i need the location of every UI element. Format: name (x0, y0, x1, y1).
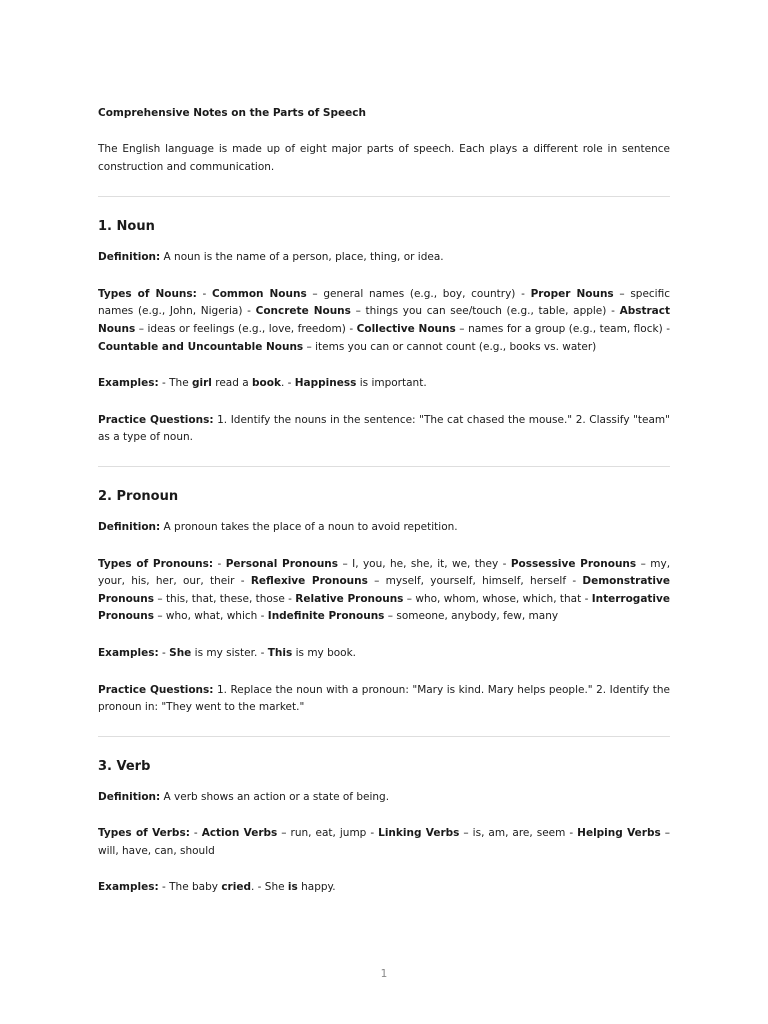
document-title: Comprehensive Notes on the Parts of Speech (98, 107, 366, 119)
page-number: 1 (380, 968, 388, 980)
definition-text: A pronoun takes the place of a noun to avoid repetition. (160, 520, 458, 533)
practice-paragraph (98, 412, 670, 447)
type-name: Helping Verbs (577, 827, 661, 840)
examples-paragraph: Examples: - The baby cried. - She is happy. (98, 881, 336, 894)
types-label: Types of Nouns: (98, 287, 197, 300)
practice-text: 1. Identify the nouns in the sentence: "The cat chased the mouse." 2. Classify "team" as a type of noun. (98, 413, 670, 444)
examples-paragraph: Examples: - She is my sister. - This is my book. (98, 646, 357, 659)
type-description: – names for a group (e.g., team, flock) (455, 322, 663, 335)
type-description: – things you can see/touch (e.g., table, apple) (350, 305, 607, 318)
types-paragraph: Types of Nouns: - Common Nouns – general names (e.g., boy, country) - Proper Nouns – specific names (e.g., John, Nigeria) - Concrete Nouns – things you can see/touch (e.g., table, apple) - Abstract Nouns – ideas or feelings (e.g., love, freedom) - Collective Nouns – names for a group (e.g., team, flock) - Countable and Uncountable Nouns – items you can or cannot count (e.g., books vs. water) (98, 287, 670, 353)
type-name: Countable and Uncountable Nouns (98, 340, 304, 353)
type-name: Possessive Pronouns (510, 557, 637, 570)
example-text: She (264, 881, 288, 894)
definition-text: A noun is the name of a person, place, thing, or idea. (160, 251, 444, 264)
type-name: Indefinite Pronouns (267, 610, 385, 623)
types-label: Types of Verbs: (98, 827, 190, 840)
type-description: – items you can or cannot count (e.g., books vs. water) (303, 340, 597, 353)
practice-label: Practice Questions: (98, 413, 214, 426)
example-text: is my sister. (191, 646, 258, 659)
type-description: – who, what, which (153, 610, 258, 623)
example-keyword: girl (192, 377, 212, 390)
type-description: – I, you, he, she, it, we, they (338, 557, 499, 570)
example-keyword: This (267, 646, 293, 659)
definition-label: Definition: (98, 520, 161, 533)
types-label: Types of Pronouns: (98, 557, 214, 570)
type-description: – who, whom, whose, which, that (403, 592, 582, 605)
example-keyword: is (287, 881, 298, 894)
example-text: The (169, 377, 193, 390)
definition-label: Definition: (98, 251, 161, 264)
practice-text: 1. Replace the noun with a pronoun: "Mary is kind. Mary helps people." 2. Identify the pronoun in: "They went to the market." (98, 683, 670, 714)
definition-paragraph (98, 789, 670, 807)
example-text: is my book. (292, 646, 357, 659)
type-name: Common Nouns (212, 287, 307, 300)
example-text: is important. (356, 377, 427, 390)
example-keyword: cried (221, 881, 251, 894)
type-name: Demonstrative Pronouns (98, 575, 670, 605)
type-description: – specific names (e.g., John, Nigeria) (98, 287, 670, 318)
practice-paragraph (98, 682, 670, 717)
type-description: – my, your, his, her, our, their (98, 557, 671, 588)
example-text: . (250, 881, 255, 894)
type-name: Personal Pronouns (225, 557, 339, 570)
section-heading: 1. Noun (98, 219, 155, 235)
section-divider (98, 466, 670, 467)
practice-label: Practice Questions: (98, 683, 214, 696)
type-name: Interrogative Pronouns (98, 592, 670, 623)
example-keyword: Happiness (294, 377, 357, 390)
intro-paragraph: The English language is made up of eight major parts of speech. Each plays a different role in sentence construction and communication. (98, 143, 670, 173)
definition-label: Definition: (98, 790, 161, 803)
document-page (98, 104, 670, 916)
section-divider (98, 736, 670, 737)
examples-paragraph: Examples: - The girl read a book. - Happiness is important. (98, 377, 427, 390)
types-paragraph: Types of Pronouns: - Personal Pronouns – I, you, he, she, it, we, they - Possessive Pronouns – my, your, his, her, our, their - Reflexive Pronouns – myself, yourself, himself, herself - Demonstrative Pronouns – this, that, these, those - Relative Pronouns – who, whom, whose, which, that - Interrogative Pronouns – who, what, which - Indefinite Pronouns – someone, anybody, few, many (98, 557, 671, 623)
definition-paragraph (98, 519, 670, 537)
examples-label: Examples: (98, 881, 159, 894)
example-keyword: She (169, 646, 192, 659)
type-description: – run, eat, jump (277, 827, 367, 840)
type-description: – someone, anybody, few, many (384, 610, 559, 623)
type-description: – general names (e.g., boy, country) (306, 287, 516, 300)
type-description: – myself, yourself, himself, herself (367, 575, 567, 588)
type-name: Reflexive Pronouns (250, 575, 368, 588)
example-text: happy. (297, 881, 336, 894)
type-description: – this, that, these, those (153, 592, 285, 605)
section-heading: 2. Pronoun (98, 488, 179, 504)
type-name: Proper Nouns (530, 287, 614, 300)
section-heading: 3. Verb (98, 758, 151, 774)
type-description: – ideas or feelings (e.g., love, freedom) (135, 322, 346, 335)
type-name: Concrete Nouns (255, 305, 351, 318)
example-text: read a (211, 377, 253, 390)
type-description: – will, have, can, should (98, 827, 670, 857)
type-description: – is, am, are, seem (459, 827, 566, 840)
type-name: Abstract Nouns (98, 305, 670, 335)
example-text: The baby (169, 881, 222, 894)
definition-text: A verb shows an action or a state of being. (160, 790, 390, 803)
section-divider (98, 196, 670, 197)
sections-container (98, 196, 670, 897)
example-text: . (280, 377, 285, 390)
type-name: Action Verbs (201, 827, 278, 840)
type-name: Relative Pronouns (295, 592, 404, 605)
type-name: Collective Nouns (356, 322, 456, 335)
example-keyword: book (252, 377, 281, 390)
examples-label: Examples: (98, 377, 159, 390)
type-name: Linking Verbs (378, 827, 460, 840)
examples-label: Examples: (98, 646, 159, 659)
definition-paragraph (98, 249, 670, 267)
types-paragraph: Types of Verbs: - Action Verbs – run, eat, jump - Linking Verbs – is, am, are, seem - Helping Verbs – will, have, can, should (98, 827, 670, 857)
